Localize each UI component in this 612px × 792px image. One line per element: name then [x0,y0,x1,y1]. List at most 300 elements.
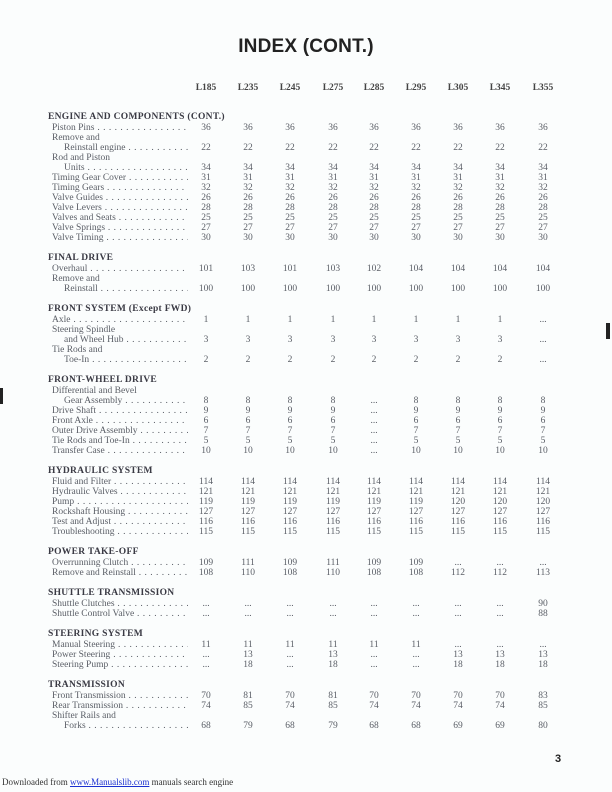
entry-row [48,691,588,701]
manualslib-link[interactable]: www.Manualslib.com [69,777,150,787]
page-ref: 1 [245,315,251,325]
column-header-l285: L285 [363,83,385,93]
page-ref: ... [329,599,337,609]
page-ref: 31 [243,173,253,183]
page-ref: 109 [366,558,382,568]
entry-row [48,315,588,325]
page-ref: 11 [285,640,295,650]
page-ref: ... [329,609,337,619]
entry-label-text: Tie Rods and Toe-In [52,436,130,446]
page-ref: 32 [411,183,421,193]
page-ref: 27 [328,223,338,233]
entry-label-text: Remove and Reinstall [52,568,136,578]
entry-row [48,143,588,153]
page-ref: ... [286,609,294,619]
page-ref: 116 [536,517,550,527]
page-ref: 116 [409,517,423,527]
page-ref: 30 [495,233,505,243]
page-ref: 31 [411,173,421,183]
page-ref: 108 [366,568,382,578]
page-ref: 22 [328,143,338,153]
page-ref: 1 [413,315,419,325]
page-ref: 127 [535,507,551,517]
page-ref: 119 [241,497,255,507]
index-section [48,374,588,456]
page-ref: 121 [450,487,466,497]
page-ref: 103 [325,264,341,274]
entry-label [52,568,188,578]
entry-row [48,426,588,436]
page-ref: 108 [408,568,424,578]
page-ref: 32 [453,183,463,193]
page-ref: 10 [328,446,338,456]
page-ref: 26 [369,193,379,203]
dot-leader [123,335,188,345]
page-ref: 25 [328,213,338,223]
page-ref: 27 [285,223,295,233]
page-ref: 28 [538,203,548,213]
page-ref: 5 [540,436,546,446]
section-heading: POWER TAKE-OFF [48,547,139,557]
dot-leader [115,599,188,609]
dot-leader [96,406,188,416]
entry-label [52,233,188,243]
entry-label-text: Outer Drive Assembly [52,426,138,436]
entry-label [52,517,188,527]
entry-row [48,711,588,721]
page-ref: 101 [198,264,214,274]
page-ref: 8 [540,396,546,406]
entry-label [52,497,188,507]
entry-label-text: Differential and Bevel [52,386,137,396]
page-ref: 74 [453,701,463,711]
page-ref: 1 [455,315,461,325]
column-header-l295: L295 [405,83,427,93]
dot-leader [108,660,188,670]
page-ref: 85 [538,701,548,711]
page-ref: ... [539,315,547,325]
page-ref: ... [539,335,547,345]
page-ref: 11 [411,640,421,650]
page-ref: 31 [201,173,211,183]
entry-label [52,123,188,133]
entry-label [52,223,188,233]
page-ref: 100 [240,284,256,294]
page-ref: 36 [495,123,505,133]
page-ref: 112 [451,568,465,578]
page-ref: 32 [328,183,338,193]
entry-label [64,284,188,294]
page-title: INDEX (CONT.) [238,36,374,57]
page-ref: 119 [409,497,423,507]
page-ref: 70 [285,691,295,701]
page-ref: ... [286,660,294,670]
page-ref: 104 [408,264,424,274]
page-ref: 70 [369,691,379,701]
page-ref: 81 [328,691,338,701]
page-ref: 6 [203,416,209,426]
dot-leader [130,436,188,446]
entry-label-text: Test and Adjust [52,517,111,527]
page-ref: 10 [285,446,295,456]
page-ref: ... [454,599,462,609]
entry-label-text: Timing Gears [52,183,105,193]
page-ref: ... [539,355,547,365]
entry-row [48,568,588,578]
page-ref: 3 [497,335,503,345]
page-ref: 85 [243,701,253,711]
page-ref: 30 [538,233,548,243]
page-ref: 119 [326,497,340,507]
entry-label [52,345,188,355]
dot-leader [126,691,188,701]
entry-label [52,193,188,203]
entry-label [52,203,188,213]
page-ref: 69 [495,721,505,731]
dot-leader [70,315,188,325]
entry-row [48,213,588,223]
page-ref: 32 [369,183,379,193]
page-ref: 10 [243,446,253,456]
page-ref: 7 [287,426,293,436]
page-ref: 9 [203,406,209,416]
page-ref: 2 [413,355,419,365]
page-ref: 6 [455,416,461,426]
entry-row [48,396,588,406]
page-ref: 30 [285,233,295,243]
entry-label [52,274,188,284]
page-ref: 5 [413,436,419,446]
page-ref: 27 [495,223,505,233]
page-ref: 100 [450,284,466,294]
entry-label-text: Steering Pump [52,660,109,670]
entry-label-text: Shuttle Clutches [52,599,115,609]
page-ref: 74 [411,701,421,711]
page-ref: ... [244,599,252,609]
page-ref: 114 [283,477,297,487]
page-ref: 28 [243,203,253,213]
entry-label [64,396,188,406]
dot-leader [110,650,188,660]
page-ref: 26 [495,193,505,203]
dot-leader [116,213,188,223]
page-ref: 7 [245,426,251,436]
page-ref: 10 [411,446,421,456]
page-ref: 26 [285,193,295,203]
page-ref: 115 [536,527,550,537]
page-ref: 2 [497,355,503,365]
entry-label-text: Front Axle [52,416,93,426]
index-table [48,111,588,740]
entry-label [52,640,188,650]
page-ref: 114 [241,477,255,487]
entry-label-text: Valve Guides [52,193,103,203]
dot-leader [98,284,188,294]
page-ref: 68 [285,721,295,731]
index-section [48,465,588,537]
page-ref: 104 [450,264,466,274]
page-ref: 120 [450,497,466,507]
entry-label [52,406,188,416]
dot-leader [136,568,188,578]
entry-label [64,721,188,731]
page-ref: 13 [495,650,505,660]
page-ref: 7 [497,426,503,436]
entry-row [48,386,588,396]
page-ref: ... [370,426,378,436]
entry-row [48,497,588,507]
entry-row [48,153,588,163]
page-ref: 115 [367,527,381,537]
page-ref: 32 [495,183,505,193]
page-ref: 74 [201,701,211,711]
page-ref: 116 [493,517,507,527]
page-ref: 32 [201,183,211,193]
section-heading: FINAL DRIVE [48,253,114,263]
entry-row [48,183,588,193]
column-header-l355: L355 [532,83,554,93]
dot-leader [105,223,188,233]
entry-row [48,507,588,517]
page-ref: 2 [455,355,461,365]
entry-label-text: Remove and [52,133,100,143]
page-ref: 109 [282,558,298,568]
page-ref: 6 [540,416,546,426]
page-ref: 127 [240,507,256,517]
page-ref: ... [412,599,420,609]
page-ref: 8 [330,396,336,406]
entry-label [52,416,188,426]
entry-label [52,386,188,396]
entry-label [52,507,188,517]
page-ref: 34 [201,163,211,173]
dot-leader [115,640,188,650]
page-ref: 18 [453,660,463,670]
footer [2,777,233,787]
entry-label-text: Axle [52,315,71,325]
page-ref: 25 [243,213,253,223]
page-ref: 1 [203,315,209,325]
page-ref: 119 [283,497,297,507]
binding-mark [606,323,610,339]
entry-row [48,173,588,183]
entry-row [48,487,588,497]
dot-leader [122,396,188,406]
page-ref: 7 [455,426,461,436]
page-ref: 85 [328,701,338,711]
entry-row [48,446,588,456]
page-ref: 22 [453,143,463,153]
page-ref: 30 [411,233,421,243]
entry-label-text: Tie Rods and [52,345,103,355]
page-ref: 26 [201,193,211,203]
page-ref: 111 [241,558,255,568]
index-section [48,252,588,294]
page-ref: 10 [495,446,505,456]
page-ref: 116 [451,517,465,527]
page-ref: 13 [453,650,463,660]
page-ref: 22 [285,143,295,153]
dot-leader [85,163,188,173]
page-ref: 34 [538,163,548,173]
page-ref: ... [286,599,294,609]
page-ref: 10 [538,446,548,456]
page-ref: 25 [369,213,379,223]
dot-leader [126,173,188,183]
page-ref: ... [370,599,378,609]
page-ref: 27 [453,223,463,233]
page-ref: 27 [538,223,548,233]
page-ref: 32 [538,183,548,193]
page-ref: 115 [409,527,423,537]
entry-label-text: Valves and Seats [52,213,116,223]
page-ref: 27 [201,223,211,233]
entry-row [48,609,588,619]
page-ref: 88 [538,609,548,619]
page-ref: 74 [369,701,379,711]
page-ref: 121 [240,487,256,497]
entry-row [48,163,588,173]
page-ref: 9 [455,406,461,416]
page-ref: 1 [497,315,503,325]
page-ref: 127 [366,507,382,517]
entry-row [48,264,588,274]
page-ref: 74 [495,701,505,711]
page-ref: 114 [409,477,423,487]
page-ref: 30 [369,233,379,243]
entry-label-text: and Wheel Hub [64,335,124,345]
page-ref: 115 [241,527,255,537]
page-ref: 83 [538,691,548,701]
page-ref: ... [539,640,547,650]
entry-row [48,701,588,711]
page-ref: 11 [369,640,379,650]
dot-leader [125,143,188,153]
page-ref: 27 [243,223,253,233]
page-ref: 28 [411,203,421,213]
page-ref: 34 [369,163,379,173]
dot-leader [105,446,188,456]
page-ref: 100 [325,284,341,294]
index-section [48,111,588,243]
dot-leader [103,193,188,203]
entry-label-text: Valve Levers [52,203,102,213]
entry-row [48,436,588,446]
entry-row [48,721,588,731]
page-ref: 36 [538,123,548,133]
page-ref: 26 [411,193,421,203]
page-ref: 5 [245,436,251,446]
page-ref: ... [370,396,378,406]
entry-label-text: Hydraulic Valves [52,487,118,497]
page-ref: 18 [328,660,338,670]
page-ref: 18 [495,660,505,670]
page-ref: ... [454,609,462,619]
entry-row [48,640,588,650]
entry-label-text: Manual Steering [52,640,116,650]
page-ref: ... [202,599,210,609]
entry-row [48,203,588,213]
entry-label [64,163,188,173]
page-ref: 13 [243,650,253,660]
page-ref: 25 [411,213,421,223]
entry-row [48,193,588,203]
page-ref: 22 [243,143,253,153]
page-ref: ... [202,609,210,619]
page-ref: 1 [330,315,336,325]
entry-label-text: Power Steering [52,650,111,660]
page-ref: 116 [241,517,255,527]
page-ref: 30 [328,233,338,243]
entry-label-text: Overrunning Clutch [52,558,129,568]
page-ref: 6 [330,416,336,426]
entry-label [52,133,188,143]
page-ref: 80 [538,721,548,731]
page-ref: 6 [245,416,251,426]
entry-row [48,123,588,133]
page-ref: 11 [201,640,211,650]
page-ref: 10 [201,446,211,456]
page-ref: 9 [330,406,336,416]
page-ref: 32 [285,183,295,193]
entry-label-text: Reinstall [64,284,98,294]
page-ref: 8 [497,396,503,406]
page-ref: 25 [285,213,295,223]
entry-label [52,477,188,487]
entry-label-text: Fluid and Filter [52,477,112,487]
page-ref: 2 [371,355,377,365]
page-ref: 104 [535,264,551,274]
entry-label-text: Pump [52,497,75,507]
entry-label-text: Drive Shaft [52,406,97,416]
page-ref: 115 [326,527,340,537]
page-ref: 22 [538,143,548,153]
page-ref: 34 [328,163,338,173]
page-ref: 108 [198,568,214,578]
page-ref: 34 [453,163,463,173]
index-section [48,587,588,619]
page-ref: 18 [538,660,548,670]
dot-leader [93,416,188,426]
page-ref: 115 [199,527,213,537]
page-ref: 119 [367,497,381,507]
section-heading: FRONT-WHEEL DRIVE [48,375,158,385]
page-ref: 114 [493,477,507,487]
page-ref: 127 [198,507,214,517]
entry-row [48,599,588,609]
page-number: 3 [555,753,562,765]
dot-leader [125,507,188,517]
section-heading: TRANSMISSION [48,680,125,690]
index-section [48,303,588,365]
page-ref: 9 [413,406,419,416]
page-ref: 8 [245,396,251,406]
page-ref: 127 [450,507,466,517]
page-ref: 9 [497,406,503,416]
page-ref: 68 [411,721,421,731]
page-ref: 74 [285,701,295,711]
entry-label [52,599,188,609]
section-heading: SHUTTLE TRANSMISSION [48,588,175,598]
entry-label [52,527,188,537]
page-ref: 81 [243,691,253,701]
page-ref: 100 [282,284,298,294]
entry-label-text: Valve Springs [52,223,106,233]
page-ref: 102 [366,264,382,274]
page-ref: 2 [245,355,251,365]
entry-row [48,527,588,537]
dot-leader [89,355,188,365]
